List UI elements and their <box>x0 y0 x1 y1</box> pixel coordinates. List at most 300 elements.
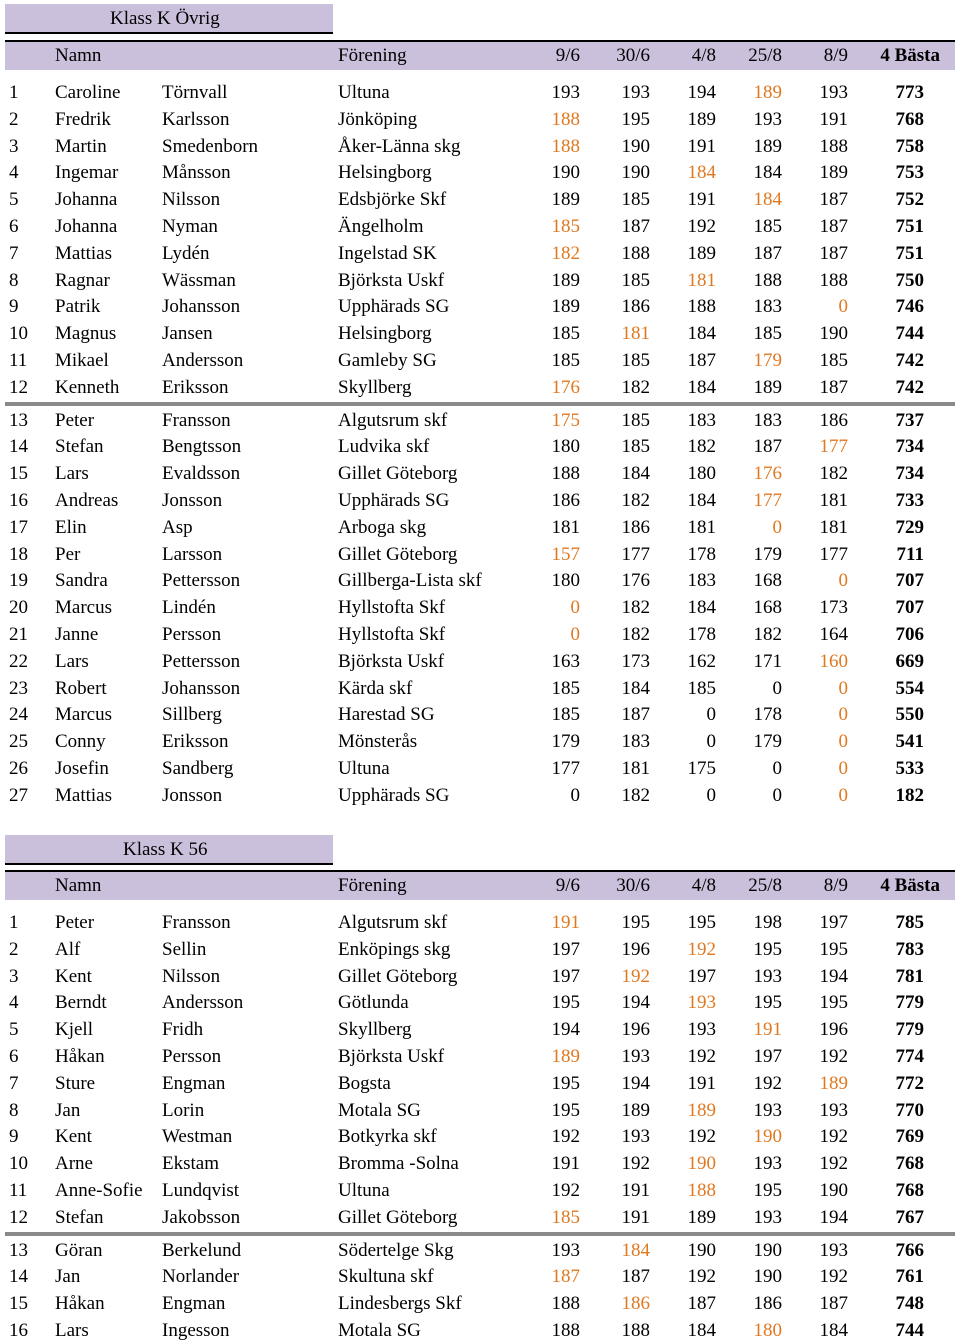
score-cell: 178 <box>687 543 716 565</box>
header-date-4: 25/8 <box>748 875 782 896</box>
score-cell: 189 <box>551 189 580 211</box>
club-cell: Gillet Göteborg <box>338 1206 458 1228</box>
club-cell: Gillet Göteborg <box>338 463 458 485</box>
club-cell: Helsingborg <box>338 323 432 345</box>
score-cell: 188 <box>753 269 782 291</box>
club-cell: Björksta Uskf <box>338 650 445 672</box>
club-cell: Åker-Länna skg <box>338 135 461 157</box>
score-cell: 195 <box>551 1072 580 1094</box>
club-cell: Björksta Uskf <box>338 1046 445 1067</box>
score-cell: 180 <box>687 463 716 485</box>
last-name-cell: Larsson <box>162 543 223 565</box>
last-name-cell: Lundqvist <box>162 1180 240 1201</box>
score-cell: 0 <box>570 624 580 645</box>
best-total-cell: 768 <box>895 1180 924 1201</box>
header-date-1: 9/6 <box>555 875 580 896</box>
score-cell: 192 <box>687 216 716 237</box>
table-row <box>0 488 960 514</box>
club-cell: Ludvika skf <box>338 436 430 458</box>
table-row <box>0 1264 960 1290</box>
score-cell: 194 <box>621 1072 650 1094</box>
last-name-cell: Karlsson <box>162 108 230 130</box>
last-name-cell: Nyman <box>162 216 218 237</box>
score-cell: 190 <box>819 1180 848 1201</box>
score-cell: 185 <box>551 1206 580 1228</box>
score-cell: 193 <box>551 82 580 103</box>
score-cell: 184 <box>687 597 716 619</box>
table-row <box>0 1017 960 1043</box>
club-cell: Lindesbergs Skf <box>338 1293 462 1315</box>
table-row <box>0 375 960 401</box>
score-cell: 190 <box>753 1266 782 1288</box>
rank-cell: 7 <box>9 1072 19 1094</box>
score-cell: 190 <box>687 1153 716 1175</box>
score-cell: 189 <box>819 162 848 184</box>
table-row <box>0 1071 960 1097</box>
score-cell: 187 <box>819 1293 848 1315</box>
rank-cell: 2 <box>9 108 19 130</box>
score-cell: 0 <box>772 677 782 699</box>
club-cell: Hyllstofta Skf <box>338 597 446 619</box>
score-cell: 179 <box>753 350 782 371</box>
score-cell: 0 <box>570 597 580 619</box>
first-name-cell: Per <box>55 543 81 565</box>
score-cell: 193 <box>753 1153 782 1175</box>
last-name-cell: Fridh <box>162 1019 204 1041</box>
rank-cell: 19 <box>9 570 28 592</box>
score-cell: 184 <box>621 463 650 485</box>
header-name: Namn <box>55 45 102 66</box>
best-total-cell: 770 <box>895 1099 924 1121</box>
club-cell: Motala SG <box>338 1099 421 1121</box>
club-cell: Bogsta <box>338 1072 391 1094</box>
first-name-cell: Robert <box>55 677 107 699</box>
score-cell: 187 <box>621 216 650 237</box>
club-cell: Skyllberg <box>338 1019 412 1041</box>
score-cell: 188 <box>621 1320 650 1341</box>
score-cell: 185 <box>621 436 650 458</box>
score-cell: 182 <box>621 376 650 398</box>
score-cell: 182 <box>753 624 782 645</box>
rank-cell: 11 <box>9 1180 28 1201</box>
score-cell: 0 <box>706 784 716 806</box>
club-cell: Gillberga-Lista skf <box>338 570 482 592</box>
first-name-cell: Ingemar <box>55 162 119 184</box>
score-cell: 197 <box>551 938 580 960</box>
last-name-cell: Törnvall <box>162 82 228 103</box>
header-date-3: 4/8 <box>691 45 716 66</box>
first-name-cell: Lars <box>55 1320 89 1341</box>
first-name-cell: Peter <box>55 912 95 933</box>
score-cell: 182 <box>687 436 716 458</box>
last-name-cell: Sillberg <box>162 704 222 726</box>
table-row <box>0 1124 960 1150</box>
score-cell: 184 <box>687 162 716 184</box>
last-name-cell: Engman <box>162 1293 226 1315</box>
score-cell: 190 <box>551 162 580 184</box>
score-cell: 191 <box>687 189 716 211</box>
table-row <box>0 160 960 186</box>
score-cell: 183 <box>687 570 716 592</box>
club-cell: Edsbjörke Skf <box>338 189 447 211</box>
rank-cell: 10 <box>9 1153 28 1175</box>
first-name-cell: Kjell <box>55 1019 93 1041</box>
score-cell: 185 <box>753 216 782 237</box>
score-cell: 176 <box>753 463 782 485</box>
score-cell: 173 <box>819 597 848 619</box>
rank-cell: 13 <box>9 1239 28 1261</box>
score-cell: 184 <box>687 490 716 511</box>
rank-cell: 11 <box>9 350 28 371</box>
last-name-cell: Andersson <box>162 992 244 1014</box>
score-cell: 186 <box>551 490 580 511</box>
table-row <box>0 649 960 675</box>
header-date-2: 30/6 <box>616 875 650 896</box>
score-cell: 185 <box>687 677 716 699</box>
last-name-cell: Asp <box>162 516 193 538</box>
best-total-cell: 774 <box>895 1046 924 1067</box>
rank-cell: 15 <box>9 463 28 485</box>
club-cell: Bromma -Solna <box>338 1153 459 1175</box>
score-cell: 182 <box>621 784 650 806</box>
score-cell: 188 <box>621 242 650 264</box>
best-total-cell: 783 <box>895 938 924 960</box>
rank-cell: 8 <box>9 1099 19 1121</box>
score-cell: 193 <box>551 1239 580 1261</box>
header-club: Förening <box>338 875 407 896</box>
best-total-cell: 746 <box>895 296 924 318</box>
score-cell: 182 <box>621 490 650 511</box>
header-best: 4 Bästa <box>880 45 940 66</box>
score-cell: 195 <box>621 912 650 933</box>
club-cell: Algutsrum skf <box>338 409 448 431</box>
rank-cell: 17 <box>9 516 28 538</box>
rank-cell: 10 <box>9 323 28 345</box>
first-name-cell: Conny <box>55 731 106 753</box>
score-cell: 179 <box>753 543 782 565</box>
score-cell: 184 <box>753 162 782 184</box>
club-cell: Hyllstofta Skf <box>338 624 446 645</box>
last-name-cell: Månsson <box>162 162 231 184</box>
last-name-cell: Norlander <box>162 1266 240 1288</box>
best-total-cell: 758 <box>895 135 924 157</box>
last-name-cell: Nilsson <box>162 189 221 211</box>
rank-cell: 15 <box>9 1293 28 1315</box>
best-total-cell: 769 <box>895 1126 924 1148</box>
class-title <box>5 4 333 34</box>
table-row <box>0 964 960 990</box>
best-total-cell: 550 <box>895 704 924 726</box>
score-cell: 193 <box>753 1099 782 1121</box>
table-row <box>0 1318 960 1344</box>
score-cell: 184 <box>687 323 716 345</box>
score-cell: 189 <box>551 269 580 291</box>
club-cell: Enköpings skg <box>338 938 451 960</box>
score-cell: 185 <box>621 269 650 291</box>
last-name-cell: Evaldsson <box>162 463 241 485</box>
score-cell: 184 <box>819 1320 848 1341</box>
header-date-4: 25/8 <box>748 45 782 66</box>
last-name-cell: Ingesson <box>162 1320 230 1341</box>
best-total-cell: 554 <box>895 677 924 699</box>
club-cell: Götlunda <box>338 992 409 1014</box>
table-row <box>0 348 960 374</box>
score-cell: 187 <box>687 1293 716 1315</box>
score-cell: 180 <box>551 570 580 592</box>
first-name-cell: Caroline <box>55 82 121 103</box>
table-row <box>0 134 960 160</box>
table-row <box>0 107 960 133</box>
rank-cell: 13 <box>9 409 28 431</box>
first-name-cell: Sture <box>55 1072 96 1094</box>
last-name-cell: Bengtsson <box>162 436 242 458</box>
best-total-cell: 742 <box>895 350 924 371</box>
score-cell: 189 <box>687 1206 716 1228</box>
rank-cell: 21 <box>9 624 28 645</box>
first-name-cell: Mikael <box>55 350 109 371</box>
club-cell: Jönköping <box>338 108 418 130</box>
score-cell: 187 <box>753 242 782 264</box>
table-row <box>0 294 960 320</box>
first-name-cell: Mattias <box>55 242 112 264</box>
score-cell: 186 <box>621 1293 650 1315</box>
score-cell: 190 <box>819 323 848 345</box>
score-cell: 194 <box>551 1019 580 1041</box>
first-name-cell: Peter <box>55 409 95 431</box>
club-cell: Mönsterås <box>338 731 418 753</box>
score-cell: 189 <box>753 82 782 103</box>
score-cell: 188 <box>687 296 716 318</box>
score-cell: 192 <box>819 1046 848 1067</box>
score-cell: 187 <box>687 350 716 371</box>
last-name-cell: Persson <box>162 624 222 645</box>
club-cell: Ultuna <box>338 1180 390 1201</box>
score-cell: 185 <box>551 350 580 371</box>
score-cell: 196 <box>621 1019 650 1041</box>
score-cell: 160 <box>819 650 848 672</box>
score-cell: 164 <box>819 624 848 645</box>
score-cell: 185 <box>621 409 650 431</box>
score-cell: 0 <box>706 704 716 726</box>
score-cell: 188 <box>551 135 580 157</box>
last-name-cell: Jonsson <box>162 784 223 806</box>
score-cell: 168 <box>753 597 782 619</box>
table-row <box>0 187 960 213</box>
score-cell: 191 <box>621 1180 650 1201</box>
rank-cell: 16 <box>9 490 28 511</box>
score-cell: 190 <box>621 135 650 157</box>
last-name-cell: Sandberg <box>162 758 234 779</box>
first-name-cell: Kenneth <box>55 376 120 398</box>
score-cell: 195 <box>551 1099 580 1121</box>
score-cell: 162 <box>687 650 716 672</box>
score-cell: 191 <box>819 108 848 130</box>
best-total-cell: 753 <box>895 162 924 184</box>
last-name-cell: Lindén <box>162 597 216 619</box>
club-cell: Upphärads SG <box>338 490 450 511</box>
score-cell: 188 <box>551 463 580 485</box>
score-cell: 192 <box>819 1266 848 1288</box>
score-cell: 185 <box>551 704 580 726</box>
first-name-cell: Janne <box>55 624 99 645</box>
best-total-cell: 182 <box>895 784 924 806</box>
score-cell: 185 <box>551 677 580 699</box>
score-cell: 192 <box>551 1126 580 1148</box>
first-name-cell: Alf <box>55 938 81 960</box>
score-cell: 188 <box>687 1180 716 1201</box>
score-cell: 0 <box>772 758 782 779</box>
score-cell: 184 <box>687 1320 716 1341</box>
table-row <box>0 1205 960 1231</box>
last-name-cell: Johansson <box>162 296 241 318</box>
score-cell: 193 <box>687 1019 716 1041</box>
score-cell: 0 <box>838 758 848 779</box>
table-row <box>0 268 960 294</box>
club-cell: Skyllberg <box>338 376 412 398</box>
score-cell: 186 <box>621 516 650 538</box>
best-total-cell: 541 <box>895 731 924 753</box>
last-name-cell: Jonsson <box>162 490 223 511</box>
club-cell: Upphärads SG <box>338 784 450 806</box>
score-cell: 177 <box>621 543 650 565</box>
score-cell: 181 <box>551 516 580 538</box>
best-total-cell: 734 <box>895 436 924 458</box>
rank-cell: 3 <box>9 965 19 987</box>
table-row <box>0 1291 960 1317</box>
first-name-cell: Mattias <box>55 784 112 806</box>
table-row <box>0 595 960 621</box>
score-cell: 188 <box>819 269 848 291</box>
last-name-cell: Fransson <box>162 912 231 933</box>
last-name-cell: Smedenborn <box>162 135 259 157</box>
last-name-cell: Jansen <box>162 323 213 345</box>
score-cell: 188 <box>551 1320 580 1341</box>
table-row <box>0 241 960 267</box>
score-cell: 197 <box>819 912 848 933</box>
best-total-cell: 772 <box>895 1072 924 1094</box>
score-cell: 185 <box>753 323 782 345</box>
score-cell: 185 <box>621 350 650 371</box>
first-name-cell: Håkan <box>55 1293 105 1315</box>
score-cell: 181 <box>819 516 848 538</box>
best-total-cell: 750 <box>895 269 924 291</box>
best-total-cell: 734 <box>895 463 924 485</box>
score-cell: 192 <box>621 1153 650 1175</box>
rank-cell: 26 <box>9 758 28 779</box>
last-name-cell: Pettersson <box>162 570 241 592</box>
score-cell: 187 <box>819 189 848 211</box>
score-cell: 192 <box>687 1046 716 1067</box>
score-cell: 191 <box>621 1206 650 1228</box>
score-cell: 179 <box>551 731 580 753</box>
score-cell: 0 <box>570 784 580 806</box>
table-header <box>5 40 955 70</box>
table-divider <box>5 1232 955 1236</box>
header-date-5: 8/9 <box>823 45 848 66</box>
score-cell: 197 <box>551 965 580 987</box>
score-cell: 192 <box>819 1153 848 1175</box>
score-cell: 195 <box>687 912 716 933</box>
score-cell: 187 <box>621 704 650 726</box>
score-cell: 184 <box>753 189 782 211</box>
score-cell: 177 <box>551 758 580 779</box>
first-name-cell: Jan <box>55 1099 81 1121</box>
score-cell: 197 <box>753 1046 782 1067</box>
header-best: 4 Bästa <box>880 875 940 896</box>
score-cell: 0 <box>706 731 716 753</box>
class-title-text: Klass K Övrig <box>110 8 220 29</box>
score-cell: 193 <box>819 1239 848 1261</box>
last-name-cell: Andersson <box>162 350 244 371</box>
score-cell: 181 <box>687 269 716 291</box>
best-total-cell: 767 <box>895 1206 924 1228</box>
score-cell: 192 <box>621 965 650 987</box>
table-row <box>0 214 960 240</box>
score-cell: 195 <box>819 938 848 960</box>
last-name-cell: Persson <box>162 1046 222 1067</box>
score-cell: 180 <box>753 1320 782 1341</box>
score-cell: 168 <box>753 570 782 592</box>
score-cell: 189 <box>753 135 782 157</box>
last-name-cell: Wässman <box>162 269 236 291</box>
score-cell: 187 <box>819 216 848 237</box>
last-name-cell: Eriksson <box>162 376 229 398</box>
score-cell: 190 <box>621 162 650 184</box>
last-name-cell: Lydén <box>162 242 210 264</box>
first-name-cell: Johanna <box>55 216 118 237</box>
score-cell: 192 <box>551 1180 580 1201</box>
club-cell: Ingelstad SK <box>338 242 437 264</box>
score-cell: 191 <box>687 135 716 157</box>
score-cell: 186 <box>621 296 650 318</box>
score-cell: 192 <box>753 1072 782 1094</box>
score-cell: 194 <box>687 82 716 103</box>
score-cell: 189 <box>551 1046 580 1067</box>
table-row <box>0 408 960 434</box>
best-total-cell: 707 <box>895 597 924 619</box>
best-total-cell: 748 <box>895 1293 924 1315</box>
score-cell: 190 <box>687 1239 716 1261</box>
club-cell: Södertelge Skg <box>338 1239 454 1261</box>
club-cell: Helsingborg <box>338 162 432 184</box>
first-name-cell: Magnus <box>55 323 117 345</box>
table-row <box>0 990 960 1016</box>
best-total-cell: 744 <box>895 323 924 345</box>
score-cell: 182 <box>819 463 848 485</box>
score-cell: 181 <box>621 758 650 779</box>
score-cell: 196 <box>819 1019 848 1041</box>
first-name-cell: Lars <box>55 463 89 485</box>
score-cell: 193 <box>819 1099 848 1121</box>
score-cell: 0 <box>772 516 782 538</box>
score-cell: 176 <box>621 570 650 592</box>
score-cell: 186 <box>753 1293 782 1315</box>
first-name-cell: Berndt <box>55 992 107 1014</box>
last-name-cell: Ekstam <box>162 1153 219 1175</box>
table-row <box>0 756 960 782</box>
score-cell: 181 <box>819 490 848 511</box>
last-name-cell: Nilsson <box>162 965 221 987</box>
rank-cell: 20 <box>9 597 28 619</box>
last-name-cell: Engman <box>162 1072 226 1094</box>
class-title <box>5 835 333 865</box>
first-name-cell: Johanna <box>55 189 118 211</box>
table-row <box>0 434 960 460</box>
score-cell: 193 <box>819 82 848 103</box>
score-cell: 189 <box>687 1099 716 1121</box>
score-cell: 185 <box>819 350 848 371</box>
score-cell: 191 <box>551 1153 580 1175</box>
